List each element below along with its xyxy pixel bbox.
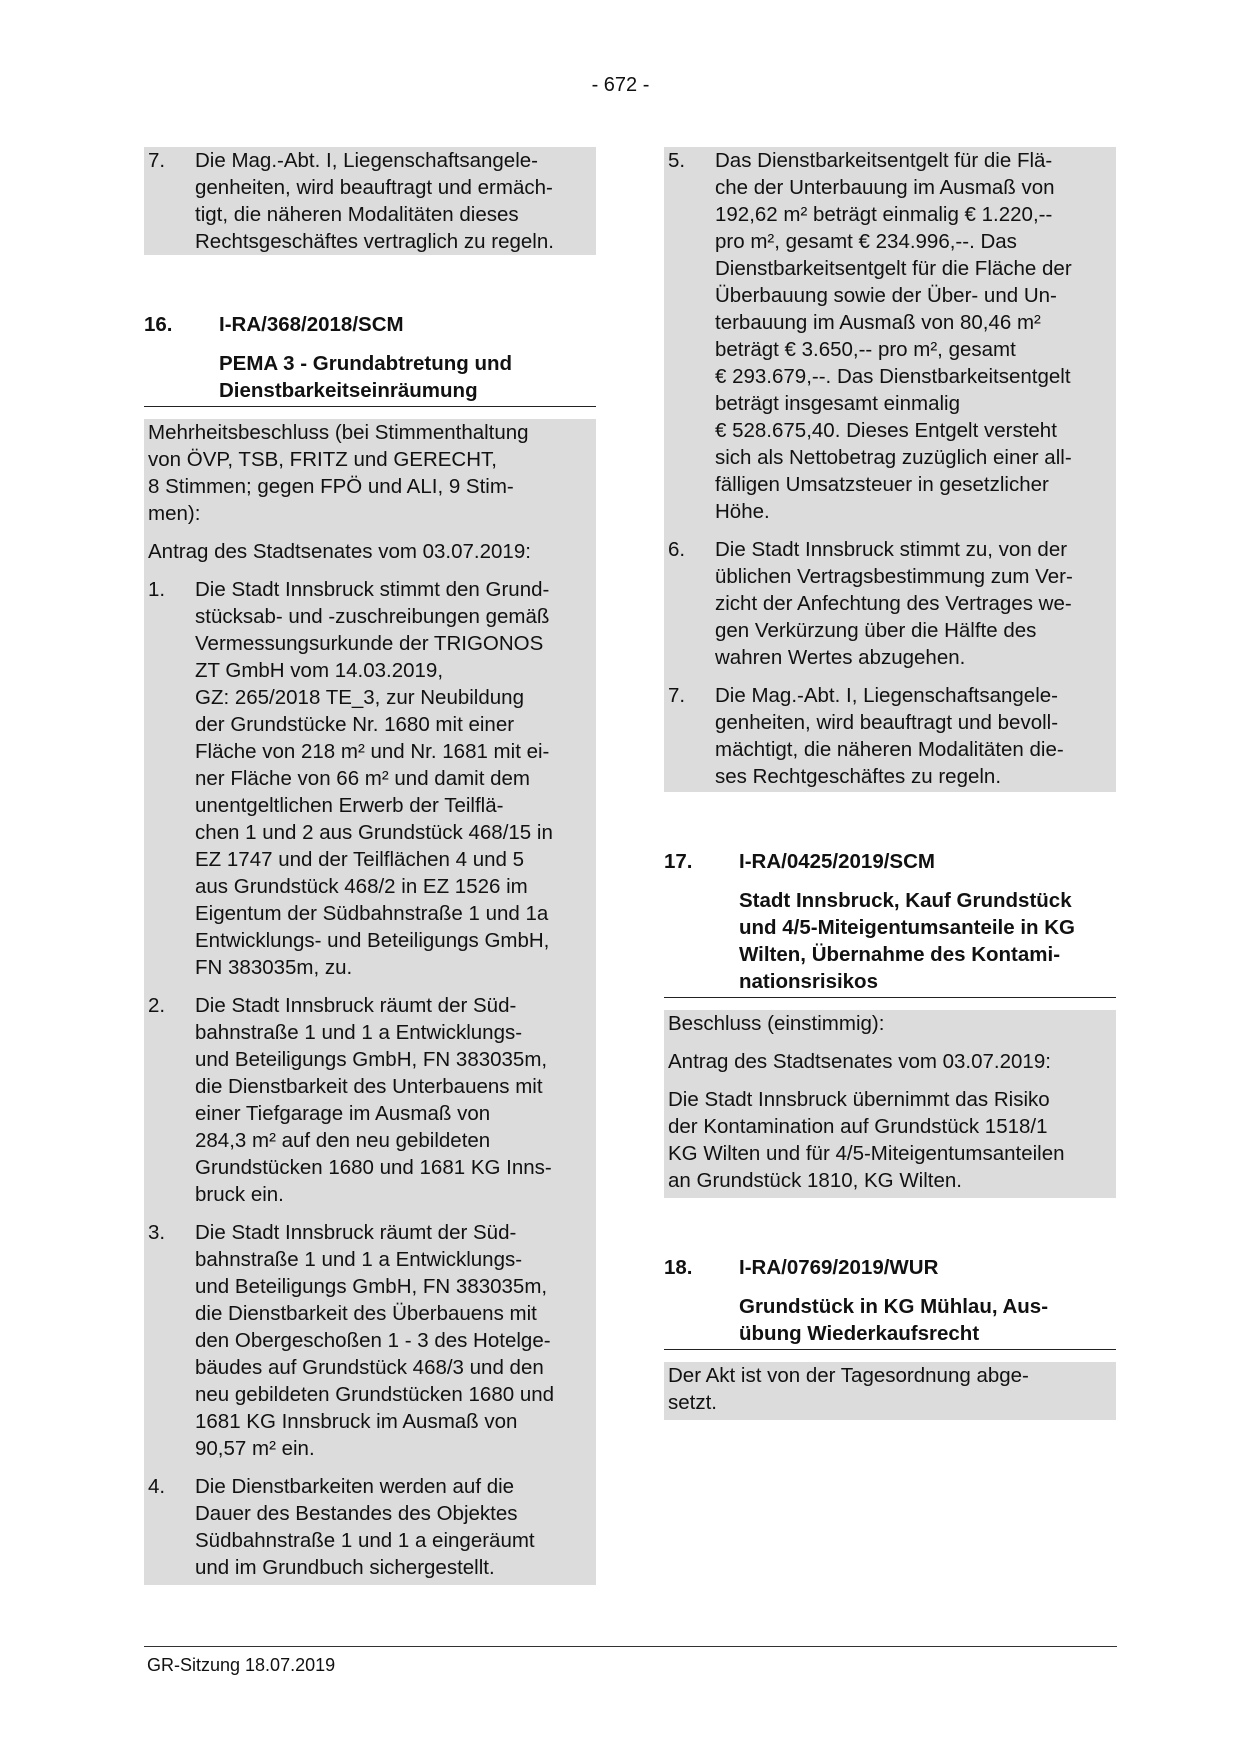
text-line: chen 1 und 2 aus Grundstück 468/15 in — [195, 821, 553, 844]
text-line: Entwicklungs- und Beteiligungs GmbH, — [195, 929, 550, 952]
text-line: ses Rechtgeschäftes zu regeln. — [715, 765, 1002, 788]
text-line: Die Stadt Innsbruck stimmt den Grund- — [195, 578, 550, 601]
text-line: 8 Stimmen; gegen FPÖ und ALI, 9 Stim- — [148, 475, 514, 498]
section-16-title — [144, 350, 596, 407]
text-line: Südbahnstraße 1 und 1 a eingeräumt — [195, 1529, 535, 1552]
text-line: mächtigt, die näheren Modalitäten die- — [715, 738, 1064, 761]
item-text — [715, 147, 1112, 525]
item-number: 3. — [148, 1221, 166, 1244]
text-line: Die Stadt Innsbruck räumt der Süd- — [195, 1221, 517, 1244]
text-line: Das Dienstbarkeitsentgelt für die Flä- — [715, 149, 1053, 172]
list-item — [144, 1473, 596, 1581]
section-16-body — [144, 419, 596, 1585]
item-text — [195, 1473, 592, 1581]
text-line: beträgt € 3.650,-- pro m², gesamt — [715, 338, 1016, 361]
text-line: FN 383035m, zu. — [195, 956, 353, 979]
text-line: 90,57 m² ein. — [195, 1437, 315, 1460]
text-line: aus Grundstück 468/2 in EZ 1526 im — [195, 875, 528, 898]
footer-divider — [144, 1646, 1117, 1647]
text-line: an Grundstück 1810, KG Wilten. — [668, 1169, 962, 1192]
list-item — [664, 147, 1116, 525]
text-line: wahren Wertes abzugehen. — [715, 646, 966, 669]
title-line: PEMA 3 - Grundabtretung und — [219, 352, 513, 375]
section-17-heading — [664, 848, 1116, 875]
items-5-7-block — [664, 147, 1116, 792]
item-text — [195, 147, 592, 255]
section-18-heading — [664, 1254, 1116, 1281]
title-line: übung Wiederkaufsrecht — [739, 1322, 980, 1345]
text-line: und im Grundbuch sichergestellt. — [195, 1556, 495, 1579]
text-line: EZ 1747 und der Teilflächen 4 und 5 — [195, 848, 525, 871]
text-line: einer Tiefgarage im Ausmaß von — [195, 1102, 491, 1125]
text-line: und Beteiligungs GmbH, FN 383035m, — [195, 1275, 548, 1298]
section-number: 18. — [664, 1256, 693, 1279]
item-text — [715, 682, 1112, 790]
text-line: üblichen Vertragsbestimmung zum Ver- — [715, 565, 1073, 588]
title-line: Stadt Innsbruck, Kauf Grundstück — [739, 889, 1072, 912]
text-line: Dienstbarkeitsentgelt für die Fläche der — [715, 257, 1072, 280]
antrag-text: Antrag des Stadtsenates vom 03.07.2019: — [668, 1050, 1051, 1073]
antrag-text: Antrag des Stadtsenates vom 03.07.2019: — [148, 540, 531, 563]
text-line: genheiten, wird beauftragt und bevoll- — [715, 711, 1059, 734]
item-number: 4. — [148, 1475, 166, 1498]
decision-text — [664, 1362, 1116, 1416]
text-line: stücksab- und -zuschreibungen gemäß — [195, 605, 550, 628]
section-code: I-RA/0769/2019/WUR — [739, 1256, 939, 1279]
text-line: die Dienstbarkeit des Überbauens mit — [195, 1302, 537, 1325]
text-line: bruck ein. — [195, 1183, 284, 1206]
text-line: Mehrheitsbeschluss (bei Stimmenthaltung — [148, 421, 529, 444]
text-line: Dauer des Bestandes des Objektes — [195, 1502, 518, 1525]
section-code: I-RA/0425/2019/SCM — [739, 850, 935, 873]
text-line: der Grundstücke Nr. 1680 mit einer — [195, 713, 515, 736]
title-line: Grundstück in KG Mühlau, Aus- — [739, 1295, 1049, 1318]
footer-text: GR-Sitzung 18.07.2019 — [147, 1655, 336, 1675]
title-line: und 4/5-Miteigentumsanteile in KG — [739, 916, 1076, 939]
section-number: 17. — [664, 850, 693, 873]
item-number: 5. — [668, 149, 686, 172]
item-number: 7. — [668, 684, 686, 707]
section-17-title — [664, 887, 1116, 998]
text-line: und Beteiligungs GmbH, FN 383035m, — [195, 1048, 548, 1071]
text-line: zicht der Anfechtung des Vertrages we- — [715, 592, 1072, 615]
section-code: I-RA/368/2018/SCM — [219, 313, 404, 336]
title-line: nationsrisikos — [739, 970, 878, 993]
text-line: unentgeltlichen Erwerb der Teilflä- — [195, 794, 504, 817]
section-number: 16. — [144, 313, 173, 336]
text-line: sich als Nettobetrag zuzüglich einer all- — [715, 446, 1072, 469]
list-item — [664, 682, 1116, 790]
item-number: 1. — [148, 578, 166, 601]
text-line: Grundstücken 1680 und 1681 KG Inns- — [195, 1156, 552, 1179]
text-line: terbauung im Ausmaß von 80,46 m² — [715, 311, 1041, 334]
text-line: GZ: 265/2018 TE_3, zur Neubildung — [195, 686, 524, 709]
text-line: beträgt insgesamt einmalig — [715, 392, 960, 415]
text-line: Fläche von 218 m² und Nr. 1681 mit ei- — [195, 740, 550, 763]
item-7-block — [144, 147, 596, 255]
text-line: Eigentum der Südbahnstraße 1 und 1a — [195, 902, 549, 925]
text-line: fälligen Umsatzsteuer in gesetzlicher — [715, 473, 1049, 496]
decision-text — [664, 1086, 1116, 1194]
text-line: bäudes auf Grundstück 468/3 und den — [195, 1356, 544, 1379]
text-line: gen Verkürzung über die Hälfte des — [715, 619, 1037, 642]
text-line: pro m², gesamt € 234.996,--. Das — [715, 230, 1017, 253]
item-number: 2. — [148, 994, 166, 1017]
text-line: Die Mag.-Abt. I, Liegenschaftsangele- — [195, 149, 538, 172]
text-line: von ÖVP, TSB, FRITZ und GERECHT, — [148, 448, 497, 471]
list-item — [144, 1219, 596, 1462]
section-17-body — [664, 1010, 1116, 1198]
text-line: Die Stadt Innsbruck übernimmt das Risiko — [668, 1088, 1050, 1111]
title-line: Wilten, Übernahme des Kontami- — [739, 943, 1061, 966]
text-line: Der Akt ist von der Tagesordnung abge- — [668, 1364, 1029, 1387]
text-line: € 293.679,--. Das Dienstbarkeitsentgelt — [715, 365, 1071, 388]
text-line: che der Unterbauung im Ausmaß von — [715, 176, 1055, 199]
right-column — [664, 147, 1116, 1420]
section-18-body — [664, 1362, 1116, 1420]
text-line: bahnstraße 1 und 1 a Entwicklungs- — [195, 1021, 523, 1044]
text-line: Höhe. — [715, 500, 770, 523]
text-line: Die Stadt Innsbruck räumt der Süd- — [195, 994, 517, 1017]
text-line: KG Wilten und für 4/5-Miteigentumsanteilen — [668, 1142, 1065, 1165]
list-item — [144, 992, 596, 1208]
text-line: Die Mag.-Abt. I, Liegenschaftsangele- — [715, 684, 1058, 707]
text-line: Rechtsgeschäftes vertraglich zu regeln. — [195, 230, 554, 253]
text-line: 1681 KG Innsbruck im Ausmaß von — [195, 1410, 518, 1433]
text-line: tigt, die näheren Modalitäten dieses — [195, 203, 519, 226]
item-number: 7. — [148, 149, 166, 172]
text-line: 192,62 m² beträgt einmalig € 1.220,-- — [715, 203, 1053, 226]
vote-text: Beschluss (einstimmig): — [668, 1012, 885, 1035]
text-line: der Kontamination auf Grundstück 1518/1 — [668, 1115, 1048, 1138]
item-text — [715, 536, 1112, 671]
vote-text — [144, 419, 596, 527]
section-16-heading — [144, 311, 596, 338]
title-line: Dienstbarkeitseinräumung — [219, 379, 478, 402]
text-line: ner Fläche von 66 m² und damit dem — [195, 767, 530, 790]
text-line: neu gebildeten Grundstücken 1680 und — [195, 1383, 555, 1406]
text-line: den Obergeschoßen 1 - 3 des Hotelge- — [195, 1329, 551, 1352]
text-line: Überbauung sowie der Über- und Un- — [715, 284, 1057, 307]
text-line: ZT GmbH vom 14.03.2019, — [195, 659, 444, 682]
page-number: - 672 - — [591, 74, 650, 96]
list-item — [144, 576, 596, 981]
list-item — [664, 536, 1116, 671]
text-line: Vermessungsurkunde der TRIGONOS — [195, 632, 544, 655]
list-item — [148, 147, 592, 255]
item-text — [195, 1219, 592, 1462]
item-text — [195, 992, 592, 1208]
text-line: genheiten, wird beauftragt und ermäch- — [195, 176, 553, 199]
text-line: die Dienstbarkeit des Unterbauens mit — [195, 1075, 543, 1098]
text-line: bahnstraße 1 und 1 a Entwicklungs- — [195, 1248, 523, 1271]
text-line: men): — [148, 502, 201, 525]
left-column — [144, 147, 596, 1585]
item-text — [195, 576, 592, 981]
text-line: Die Stadt Innsbruck stimmt zu, von der — [715, 538, 1068, 561]
text-line: € 528.675,40. Dieses Entgelt versteht — [715, 419, 1057, 442]
text-line: 284,3 m² auf den neu gebildeten — [195, 1129, 491, 1152]
text-line: Die Dienstbarkeiten werden auf die — [195, 1475, 515, 1498]
item-number: 6. — [668, 538, 686, 561]
section-18-title — [664, 1293, 1116, 1350]
text-line: setzt. — [668, 1391, 717, 1414]
